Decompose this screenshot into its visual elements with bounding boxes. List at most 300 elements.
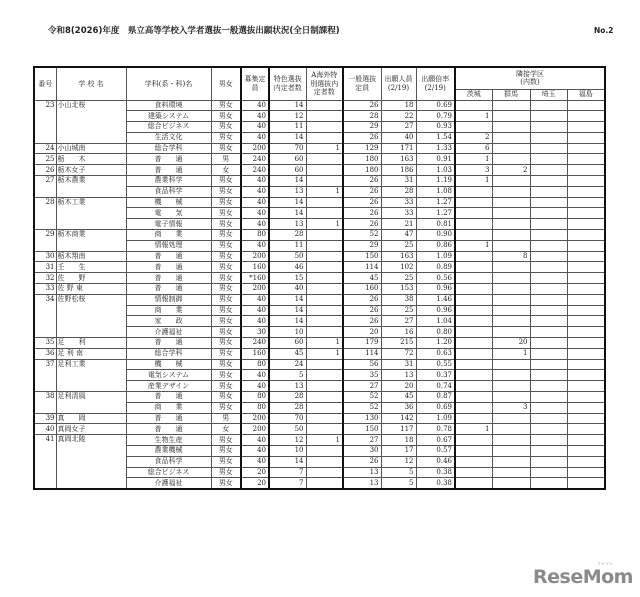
- cell-gunma: [492, 316, 530, 327]
- cell-kaigai: [306, 165, 343, 176]
- cell-saitama: [530, 446, 567, 457]
- cell-gunma: [492, 230, 530, 241]
- cell-ibaraki: [455, 262, 492, 273]
- cell-gender: 男女: [211, 240, 241, 251]
- cell-gender: 男女: [211, 348, 241, 359]
- cell-no: 26: [34, 165, 56, 176]
- cell-ibaraki: [455, 402, 492, 413]
- cell-gunma: [492, 392, 530, 403]
- cell-school: 佐野松桜: [56, 294, 126, 337]
- cell-gender: 男女: [211, 478, 241, 489]
- cell-fukushima: [567, 176, 605, 187]
- cell-saitama: [530, 478, 567, 489]
- cell-dept: 普 通: [126, 392, 211, 403]
- cell-applicants: 31: [381, 359, 416, 370]
- cell-gunma: [492, 305, 530, 316]
- cell-tokushoku: 14: [269, 316, 306, 327]
- cell-ratio: 0.79: [416, 111, 455, 122]
- cell-saitama: [530, 338, 567, 349]
- cell-tokushoku: 11: [269, 240, 306, 251]
- cell-kaigai: 1: [306, 338, 343, 349]
- cell-dept: 普 通: [126, 338, 211, 349]
- cell-fukushima: [567, 273, 605, 284]
- cell-capacity: 200: [241, 424, 269, 435]
- cell-fukushima: [567, 186, 605, 197]
- cell-general: 52: [343, 230, 381, 241]
- cell-gunma: [492, 219, 530, 230]
- cell-general: 26: [343, 100, 381, 111]
- cell-saitama: [530, 392, 567, 403]
- cell-capacity: 40: [241, 100, 269, 111]
- cell-general: 13: [343, 467, 381, 478]
- cell-fukushima: [567, 240, 605, 251]
- cell-capacity: 40: [241, 456, 269, 467]
- cell-gunma: [492, 294, 530, 305]
- cell-capacity: 80: [241, 402, 269, 413]
- cell-gunma: [492, 186, 530, 197]
- cell-gunma: 2: [492, 165, 530, 176]
- cell-applicants: 18: [381, 100, 416, 111]
- cell-no: 38: [34, 392, 56, 414]
- cell-capacity: 200: [241, 284, 269, 295]
- cell-gender: 男女: [211, 402, 241, 413]
- cell-saitama: [530, 327, 567, 338]
- cell-gender: 男女: [211, 122, 241, 133]
- cell-applicants: 31: [381, 176, 416, 187]
- cell-tokushoku: 12: [269, 435, 306, 446]
- cell-saitama: [530, 424, 567, 435]
- col-header-gunma: 群馬: [492, 89, 530, 100]
- cell-tokushoku: 15: [269, 273, 306, 284]
- cell-fukushima: [567, 478, 605, 489]
- cell-kaigai: [306, 327, 343, 338]
- cell-kaigai: [306, 402, 343, 413]
- cell-kaigai: [306, 132, 343, 143]
- cell-gunma: [492, 273, 530, 284]
- cell-ratio: 0.89: [416, 262, 455, 273]
- cell-fukushima: [567, 467, 605, 478]
- cell-gunma: [492, 208, 530, 219]
- table-row: [34, 413, 605, 424]
- cell-applicants: 117: [381, 424, 416, 435]
- cell-fukushima: [567, 359, 605, 370]
- cell-capacity: 20: [241, 478, 269, 489]
- cell-capacity: 200: [241, 143, 269, 154]
- cell-general: 52: [343, 392, 381, 403]
- cell-dept: 介護福祉: [126, 478, 211, 489]
- cell-saitama: [530, 100, 567, 111]
- cell-kaigai: [306, 284, 343, 295]
- cell-dept: 食品科学: [126, 456, 211, 467]
- cell-general: 26: [343, 456, 381, 467]
- cell-gender: 男女: [211, 284, 241, 295]
- cell-general: 35: [343, 370, 381, 381]
- cell-dept: 食品科学: [126, 186, 211, 197]
- cell-general: 20: [343, 327, 381, 338]
- cell-kaigai: 1: [306, 435, 343, 446]
- cell-fukushima: [567, 262, 605, 273]
- cell-saitama: [530, 240, 567, 251]
- table-row: [34, 143, 605, 154]
- cell-general: 52: [343, 402, 381, 413]
- cell-gender: 男女: [211, 435, 241, 446]
- cell-gender: 男女: [211, 327, 241, 338]
- page-number: No.2: [594, 26, 614, 35]
- col-header-dept: 学科(系・科)名: [126, 67, 211, 100]
- cell-applicants: 45: [381, 392, 416, 403]
- cell-saitama: [530, 111, 567, 122]
- cell-applicants: 47: [381, 230, 416, 241]
- cell-fukushima: [567, 402, 605, 413]
- cell-fukushima: [567, 100, 605, 111]
- table-row: [34, 294, 605, 305]
- cell-school: 真 岡: [56, 413, 126, 424]
- cell-school: 足利清風: [56, 392, 126, 414]
- cell-gender: 男: [211, 413, 241, 424]
- cell-ratio: 0.38: [416, 478, 455, 489]
- cell-ibaraki: [455, 456, 492, 467]
- cell-kaigai: [306, 122, 343, 133]
- cell-fukushima: [567, 284, 605, 295]
- cell-capacity: 240: [241, 154, 269, 165]
- cell-gender: 男: [211, 154, 241, 165]
- cell-kaigai: [306, 381, 343, 392]
- cell-general: 29: [343, 122, 381, 133]
- col-header-ratio: 出願倍率(2/19): [416, 67, 455, 100]
- cell-saitama: [530, 197, 567, 208]
- cell-gunma: [492, 478, 530, 489]
- cell-ibaraki: [455, 273, 492, 284]
- cell-ibaraki: 2: [455, 132, 492, 143]
- cell-ratio: 1.27: [416, 208, 455, 219]
- cell-fukushima: [567, 381, 605, 392]
- cell-ratio: 0.91: [416, 154, 455, 165]
- cell-gender: 男女: [211, 176, 241, 187]
- cell-capacity: 200: [241, 251, 269, 262]
- table-row: [34, 176, 605, 187]
- cell-ibaraki: [455, 122, 492, 133]
- cell-tokushoku: 28: [269, 392, 306, 403]
- cell-ratio: 0.63: [416, 348, 455, 359]
- col-header-gender: 男女: [211, 67, 241, 100]
- cell-kaigai: [306, 305, 343, 316]
- cell-ratio: 0.37: [416, 370, 455, 381]
- table-row: [34, 165, 605, 176]
- table-row: [34, 348, 605, 359]
- cell-capacity: 40: [241, 370, 269, 381]
- cell-general: 26: [343, 294, 381, 305]
- cell-ratio: 0.81: [416, 219, 455, 230]
- table-row: [34, 230, 605, 241]
- cell-tokushoku: 12: [269, 111, 306, 122]
- cell-gender: 男女: [211, 197, 241, 208]
- cell-saitama: [530, 251, 567, 262]
- cell-school: 栃木翔南: [56, 251, 126, 262]
- cell-fukushima: [567, 435, 605, 446]
- cell-ratio: 0.74: [416, 381, 455, 392]
- cell-gender: 男女: [211, 446, 241, 457]
- cell-saitama: [530, 467, 567, 478]
- cell-dept: 産業デザイン: [126, 381, 211, 392]
- cell-dept: 農業科学: [126, 176, 211, 187]
- cell-ibaraki: 1: [455, 176, 492, 187]
- cell-tokushoku: 46: [269, 262, 306, 273]
- cell-kaigai: [306, 316, 343, 327]
- cell-saitama: [530, 348, 567, 359]
- col-header-tokushoku: 特色選抜内定者数: [269, 67, 306, 100]
- table-row: [34, 197, 605, 208]
- table-row: [34, 284, 605, 295]
- cell-ratio: 0.46: [416, 456, 455, 467]
- cell-gender: 女: [211, 165, 241, 176]
- col-header-ibaraki: 茨城: [455, 89, 492, 100]
- cell-fukushima: [567, 370, 605, 381]
- resemom-logo: ReseMom: [533, 566, 633, 588]
- cell-fukushima: [567, 294, 605, 305]
- cell-applicants: 25: [381, 273, 416, 284]
- cell-kaigai: 1: [306, 143, 343, 154]
- cell-gender: 男女: [211, 262, 241, 273]
- cell-ibaraki: [455, 186, 492, 197]
- cell-dept: 機 械: [126, 197, 211, 208]
- cell-applicants: 17: [381, 446, 416, 457]
- cell-school: 真岡北陵: [56, 435, 126, 489]
- cell-ratio: 0.69: [416, 402, 455, 413]
- cell-fukushima: [567, 392, 605, 403]
- cell-gender: 男女: [211, 467, 241, 478]
- cell-dept: 生活文化: [126, 132, 211, 143]
- col-header-applicants: 出願人員(2/19): [381, 67, 416, 100]
- cell-gender: 男女: [211, 230, 241, 241]
- cell-kaigai: [306, 240, 343, 251]
- cell-ibaraki: 3: [455, 165, 492, 176]
- cell-ratio: 0.38: [416, 467, 455, 478]
- cell-gunma: [492, 456, 530, 467]
- cell-applicants: 163: [381, 154, 416, 165]
- cell-ibaraki: [455, 348, 492, 359]
- col-header-fukushima: 福島: [567, 89, 605, 100]
- cell-saitama: [530, 273, 567, 284]
- cell-applicants: 20: [381, 381, 416, 392]
- cell-tokushoku: 60: [269, 338, 306, 349]
- cell-fukushima: [567, 230, 605, 241]
- cell-dept: 総合学科: [126, 348, 211, 359]
- watermark-sub: リセマム: [597, 561, 613, 566]
- cell-general: 26: [343, 186, 381, 197]
- cell-applicants: 38: [381, 294, 416, 305]
- cell-saitama: [530, 219, 567, 230]
- cell-general: 150: [343, 251, 381, 262]
- cell-ratio: 1.09: [416, 413, 455, 424]
- cell-ibaraki: [455, 435, 492, 446]
- cell-school: 足利工業: [56, 359, 126, 391]
- cell-kaigai: [306, 478, 343, 489]
- cell-ibaraki: [455, 381, 492, 392]
- cell-ratio: 1.09: [416, 251, 455, 262]
- cell-ibaraki: [455, 392, 492, 403]
- cell-school: 佐 野 東: [56, 284, 126, 295]
- cell-ibaraki: [455, 478, 492, 489]
- cell-tokushoku: 24: [269, 359, 306, 370]
- cell-saitama: [530, 132, 567, 143]
- cell-gunma: 1: [492, 348, 530, 359]
- cell-capacity: 40: [241, 435, 269, 446]
- cell-gunma: 8: [492, 251, 530, 262]
- cell-saitama: [530, 413, 567, 424]
- cell-fukushima: [567, 208, 605, 219]
- cell-no: 39: [34, 413, 56, 424]
- cell-kaigai: [306, 467, 343, 478]
- cell-saitama: [530, 230, 567, 241]
- cell-applicants: 153: [381, 284, 416, 295]
- cell-capacity: 40: [241, 197, 269, 208]
- cell-no: 25: [34, 154, 56, 165]
- cell-dept: 普 通: [126, 424, 211, 435]
- col-header-no: 番号: [34, 67, 56, 100]
- cell-gunma: 20: [492, 338, 530, 349]
- cell-kaigai: [306, 154, 343, 165]
- cell-general: 28: [343, 111, 381, 122]
- cell-kaigai: [306, 100, 343, 111]
- cell-general: 130: [343, 413, 381, 424]
- cell-gunma: [492, 240, 530, 251]
- cell-dept: 商 業: [126, 402, 211, 413]
- cell-kaigai: 1: [306, 186, 343, 197]
- cell-gender: 男女: [211, 305, 241, 316]
- cell-gunma: [492, 435, 530, 446]
- cell-ibaraki: [455, 359, 492, 370]
- cell-capacity: 40: [241, 240, 269, 251]
- cell-tokushoku: 70: [269, 413, 306, 424]
- cell-kaigai: [306, 176, 343, 187]
- cell-tokushoku: 14: [269, 100, 306, 111]
- cell-capacity: 40: [241, 381, 269, 392]
- cell-ibaraki: [455, 100, 492, 111]
- cell-dept: 普 通: [126, 165, 211, 176]
- cell-capacity: 40: [241, 294, 269, 305]
- cell-general: 30: [343, 446, 381, 457]
- cell-no: 36: [34, 348, 56, 359]
- cell-gunma: [492, 122, 530, 133]
- cell-general: 26: [343, 197, 381, 208]
- col-header-school: 学 校 名: [56, 67, 126, 100]
- cell-ibaraki: [455, 208, 492, 219]
- cell-ratio: 1.27: [416, 197, 455, 208]
- cell-gunma: [492, 381, 530, 392]
- cell-fukushima: [567, 327, 605, 338]
- cell-school: 栃木工業: [56, 197, 126, 229]
- cell-kaigai: [306, 208, 343, 219]
- cell-tokushoku: 50: [269, 424, 306, 435]
- cell-ibaraki: 1: [455, 111, 492, 122]
- cell-gunma: [492, 327, 530, 338]
- cell-school: 足 利: [56, 338, 126, 349]
- cell-general: 45: [343, 273, 381, 284]
- cell-school: 壬 生: [56, 262, 126, 273]
- cell-ratio: 0.67: [416, 435, 455, 446]
- cell-ibaraki: [455, 219, 492, 230]
- cell-capacity: 160: [241, 348, 269, 359]
- cell-school: 栃木農業: [56, 176, 126, 198]
- cell-gender: 男女: [211, 273, 241, 284]
- cell-saitama: [530, 154, 567, 165]
- table-row: [34, 262, 605, 273]
- cell-gunma: [492, 284, 530, 295]
- cell-gunma: [492, 154, 530, 165]
- cell-general: 27: [343, 381, 381, 392]
- cell-tokushoku: 70: [269, 143, 306, 154]
- cell-kaigai: [306, 262, 343, 273]
- cell-gender: 男女: [211, 338, 241, 349]
- cell-school: 栃木商業: [56, 230, 126, 252]
- cell-ratio: 1.54: [416, 132, 455, 143]
- cell-general: 56: [343, 359, 381, 370]
- cell-applicants: 186: [381, 165, 416, 176]
- cell-ibaraki: 1: [455, 154, 492, 165]
- cell-ratio: 0.55: [416, 359, 455, 370]
- cell-dept: 電子情報: [126, 219, 211, 230]
- cell-kaigai: [306, 197, 343, 208]
- cell-saitama: [530, 402, 567, 413]
- col-header-kaigai: A海外特別選抜内定者数: [306, 67, 343, 100]
- cell-dept: 総合ビジネス: [126, 122, 211, 133]
- cell-capacity: 40: [241, 446, 269, 457]
- cell-ibaraki: [455, 338, 492, 349]
- cell-ratio: 1.03: [416, 165, 455, 176]
- cell-dept: 介護福祉: [126, 327, 211, 338]
- cell-general: 180: [343, 154, 381, 165]
- cell-capacity: 240: [241, 165, 269, 176]
- cell-gunma: [492, 467, 530, 478]
- cell-no: 24: [34, 143, 56, 154]
- cell-gunma: [492, 359, 530, 370]
- cell-capacity: 40: [241, 111, 269, 122]
- cell-general: 13: [343, 478, 381, 489]
- cell-applicants: 72: [381, 348, 416, 359]
- cell-ibaraki: [455, 316, 492, 327]
- cell-gender: 男女: [211, 251, 241, 262]
- cell-general: 26: [343, 132, 381, 143]
- cell-saitama: [530, 456, 567, 467]
- cell-saitama: [530, 176, 567, 187]
- cell-gunma: [492, 100, 530, 111]
- cell-capacity: 80: [241, 359, 269, 370]
- table-row: [34, 359, 605, 370]
- cell-kaigai: [306, 359, 343, 370]
- cell-gunma: [492, 262, 530, 273]
- cell-no: 41: [34, 435, 56, 489]
- cell-general: 26: [343, 176, 381, 187]
- cell-fukushima: [567, 348, 605, 359]
- cell-gender: 男女: [211, 208, 241, 219]
- cell-gunma: [492, 143, 530, 154]
- cell-capacity: 200: [241, 413, 269, 424]
- cell-saitama: [530, 381, 567, 392]
- cell-capacity: 160: [241, 262, 269, 273]
- cell-capacity: 40: [241, 122, 269, 133]
- cell-fukushima: [567, 456, 605, 467]
- cell-dept: 機 械: [126, 359, 211, 370]
- cell-tokushoku: 14: [269, 197, 306, 208]
- cell-dept: 農業機械: [126, 446, 211, 457]
- cell-gender: 男女: [211, 143, 241, 154]
- cell-tokushoku: 11: [269, 122, 306, 133]
- cell-tokushoku: 14: [269, 456, 306, 467]
- cell-general: 150: [343, 424, 381, 435]
- cell-no: 30: [34, 251, 56, 262]
- cell-saitama: [530, 294, 567, 305]
- cell-tokushoku: 50: [269, 251, 306, 262]
